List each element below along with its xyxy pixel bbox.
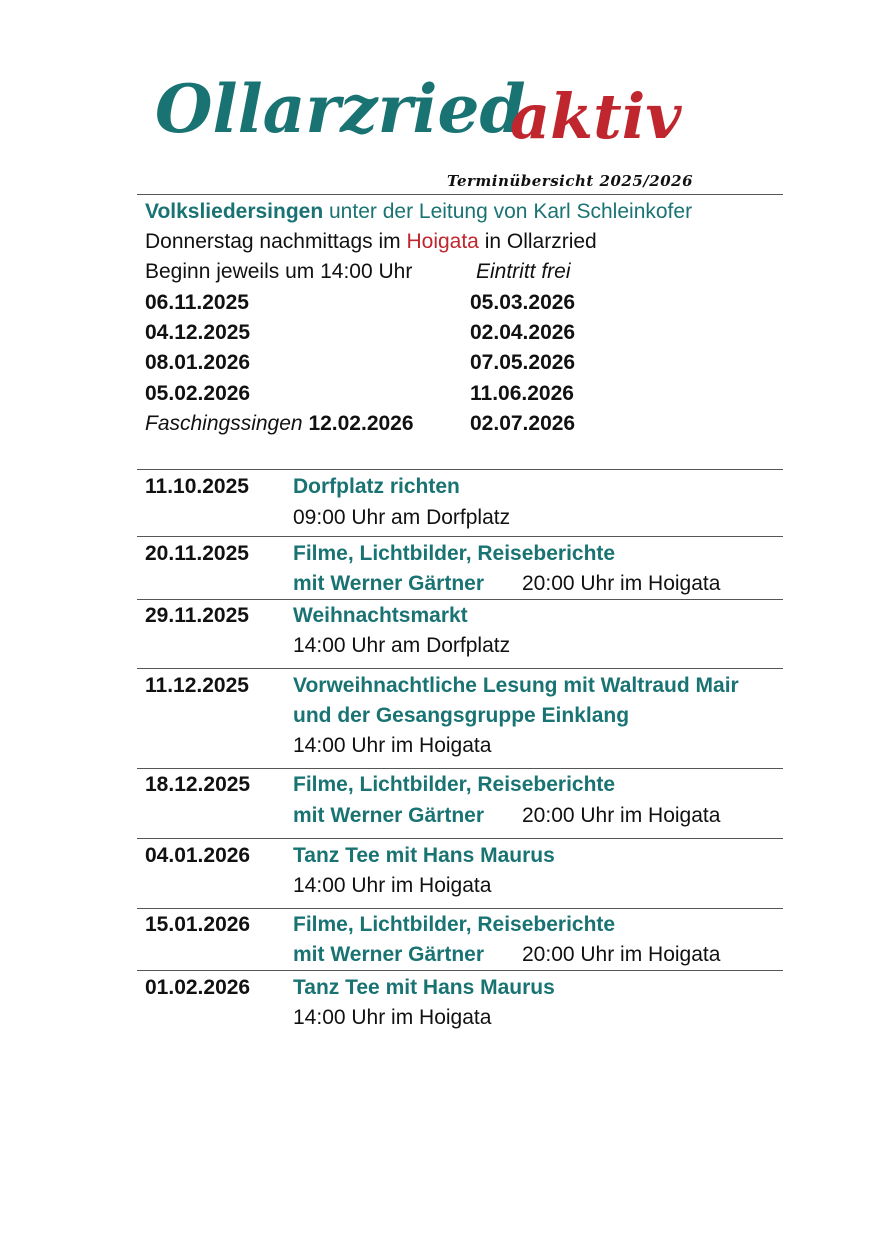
event-title: Filme, Lichtbilder, Reiseberichte <box>293 542 616 565</box>
location-place: Hoigata <box>406 230 479 253</box>
logo-word-ollarzried: Ollarzried <box>155 70 526 148</box>
event-date: 20.11.2025 <box>145 542 249 565</box>
fasching-row <box>145 412 414 436</box>
logo-word-aktiv: aktiv <box>510 80 682 153</box>
location-text-end: in Ollarzried <box>478 230 597 253</box>
divider <box>137 768 783 769</box>
event-date: 18.12.2025 <box>145 773 251 796</box>
event-info: 14:00 Uhr im Hoigata <box>293 874 492 897</box>
event-date: 29.11.2025 <box>145 604 249 627</box>
volkslieder-begin: Beginn jeweils um 14:00 Uhr <box>145 260 413 283</box>
divider <box>137 838 783 839</box>
date-right: 11.06.2026 <box>470 382 574 405</box>
date-left: 06.11.2025 <box>145 291 249 314</box>
volkslieder-leader: unter der Leitung von Karl Schleinkofer <box>323 200 693 223</box>
event-title: Weihnachtsmarkt <box>293 604 468 627</box>
logo-graphic <box>150 60 710 170</box>
event-title: Dorfplatz richten <box>293 475 460 498</box>
divider <box>137 668 783 669</box>
location-text: Donnerstag nachmittags im <box>145 230 407 253</box>
volkslieder-entry: Eintritt frei <box>476 260 571 283</box>
date-right: 05.03.2026 <box>470 291 576 314</box>
date-right: 02.04.2026 <box>470 321 576 344</box>
date-right: 02.07.2026 <box>470 412 576 435</box>
event-date: 11.10.2025 <box>145 475 249 498</box>
fasching-label: Faschingssingen <box>145 412 309 435</box>
event-info: 14:00 Uhr am Dorfplatz <box>293 634 511 657</box>
event-title: Vorweihnachtliche Lesung mit Waltraud Mair <box>293 674 739 697</box>
event-info: 14:00 Uhr im Hoigata <box>293 734 492 757</box>
date-right: 07.05.2026 <box>470 351 576 374</box>
divider <box>137 599 783 600</box>
divider <box>137 469 783 470</box>
volkslieder-heading <box>145 200 692 224</box>
divider <box>137 970 783 971</box>
volkslieder-location <box>145 230 597 254</box>
event-info: 09:00 Uhr am Dorfplatz <box>293 506 511 529</box>
date-left: 05.02.2026 <box>145 382 251 405</box>
date-left: 04.12.2025 <box>145 321 251 344</box>
event-subtitle: mit Werner Gärtner <box>293 572 484 595</box>
event-date: 01.02.2026 <box>145 976 251 999</box>
event-info: 20:00 Uhr im Hoigata <box>522 943 721 966</box>
schedule-overview-title: Terminübersicht 2025/2026 <box>447 172 694 190</box>
event-info: 20:00 Uhr im Hoigata <box>522 804 721 827</box>
fasching-date: 12.02.2026 <box>308 412 414 435</box>
event-subtitle: und der Gesangsgruppe Einklang <box>293 704 630 727</box>
date-left: 08.01.2026 <box>145 351 251 374</box>
divider <box>137 908 783 909</box>
event-date: 11.12.2025 <box>145 674 249 697</box>
event-title: Tanz Tee mit Hans Maurus <box>293 976 555 999</box>
event-title: Filme, Lichtbilder, Reiseberichte <box>293 913 616 936</box>
divider <box>137 536 783 537</box>
event-info: 20:00 Uhr im Hoigata <box>522 572 721 595</box>
event-date: 04.01.2026 <box>145 844 251 867</box>
volkslieder-title: Volksliedersingen <box>145 200 324 223</box>
event-title: Tanz Tee mit Hans Maurus <box>293 844 555 867</box>
event-subtitle: mit Werner Gärtner <box>293 804 484 827</box>
event-info: 14:00 Uhr im Hoigata <box>293 1006 492 1029</box>
divider <box>137 194 783 195</box>
event-subtitle: mit Werner Gärtner <box>293 943 484 966</box>
event-date: 15.01.2026 <box>145 913 251 936</box>
event-title: Filme, Lichtbilder, Reiseberichte <box>293 773 616 796</box>
logo <box>150 60 710 170</box>
